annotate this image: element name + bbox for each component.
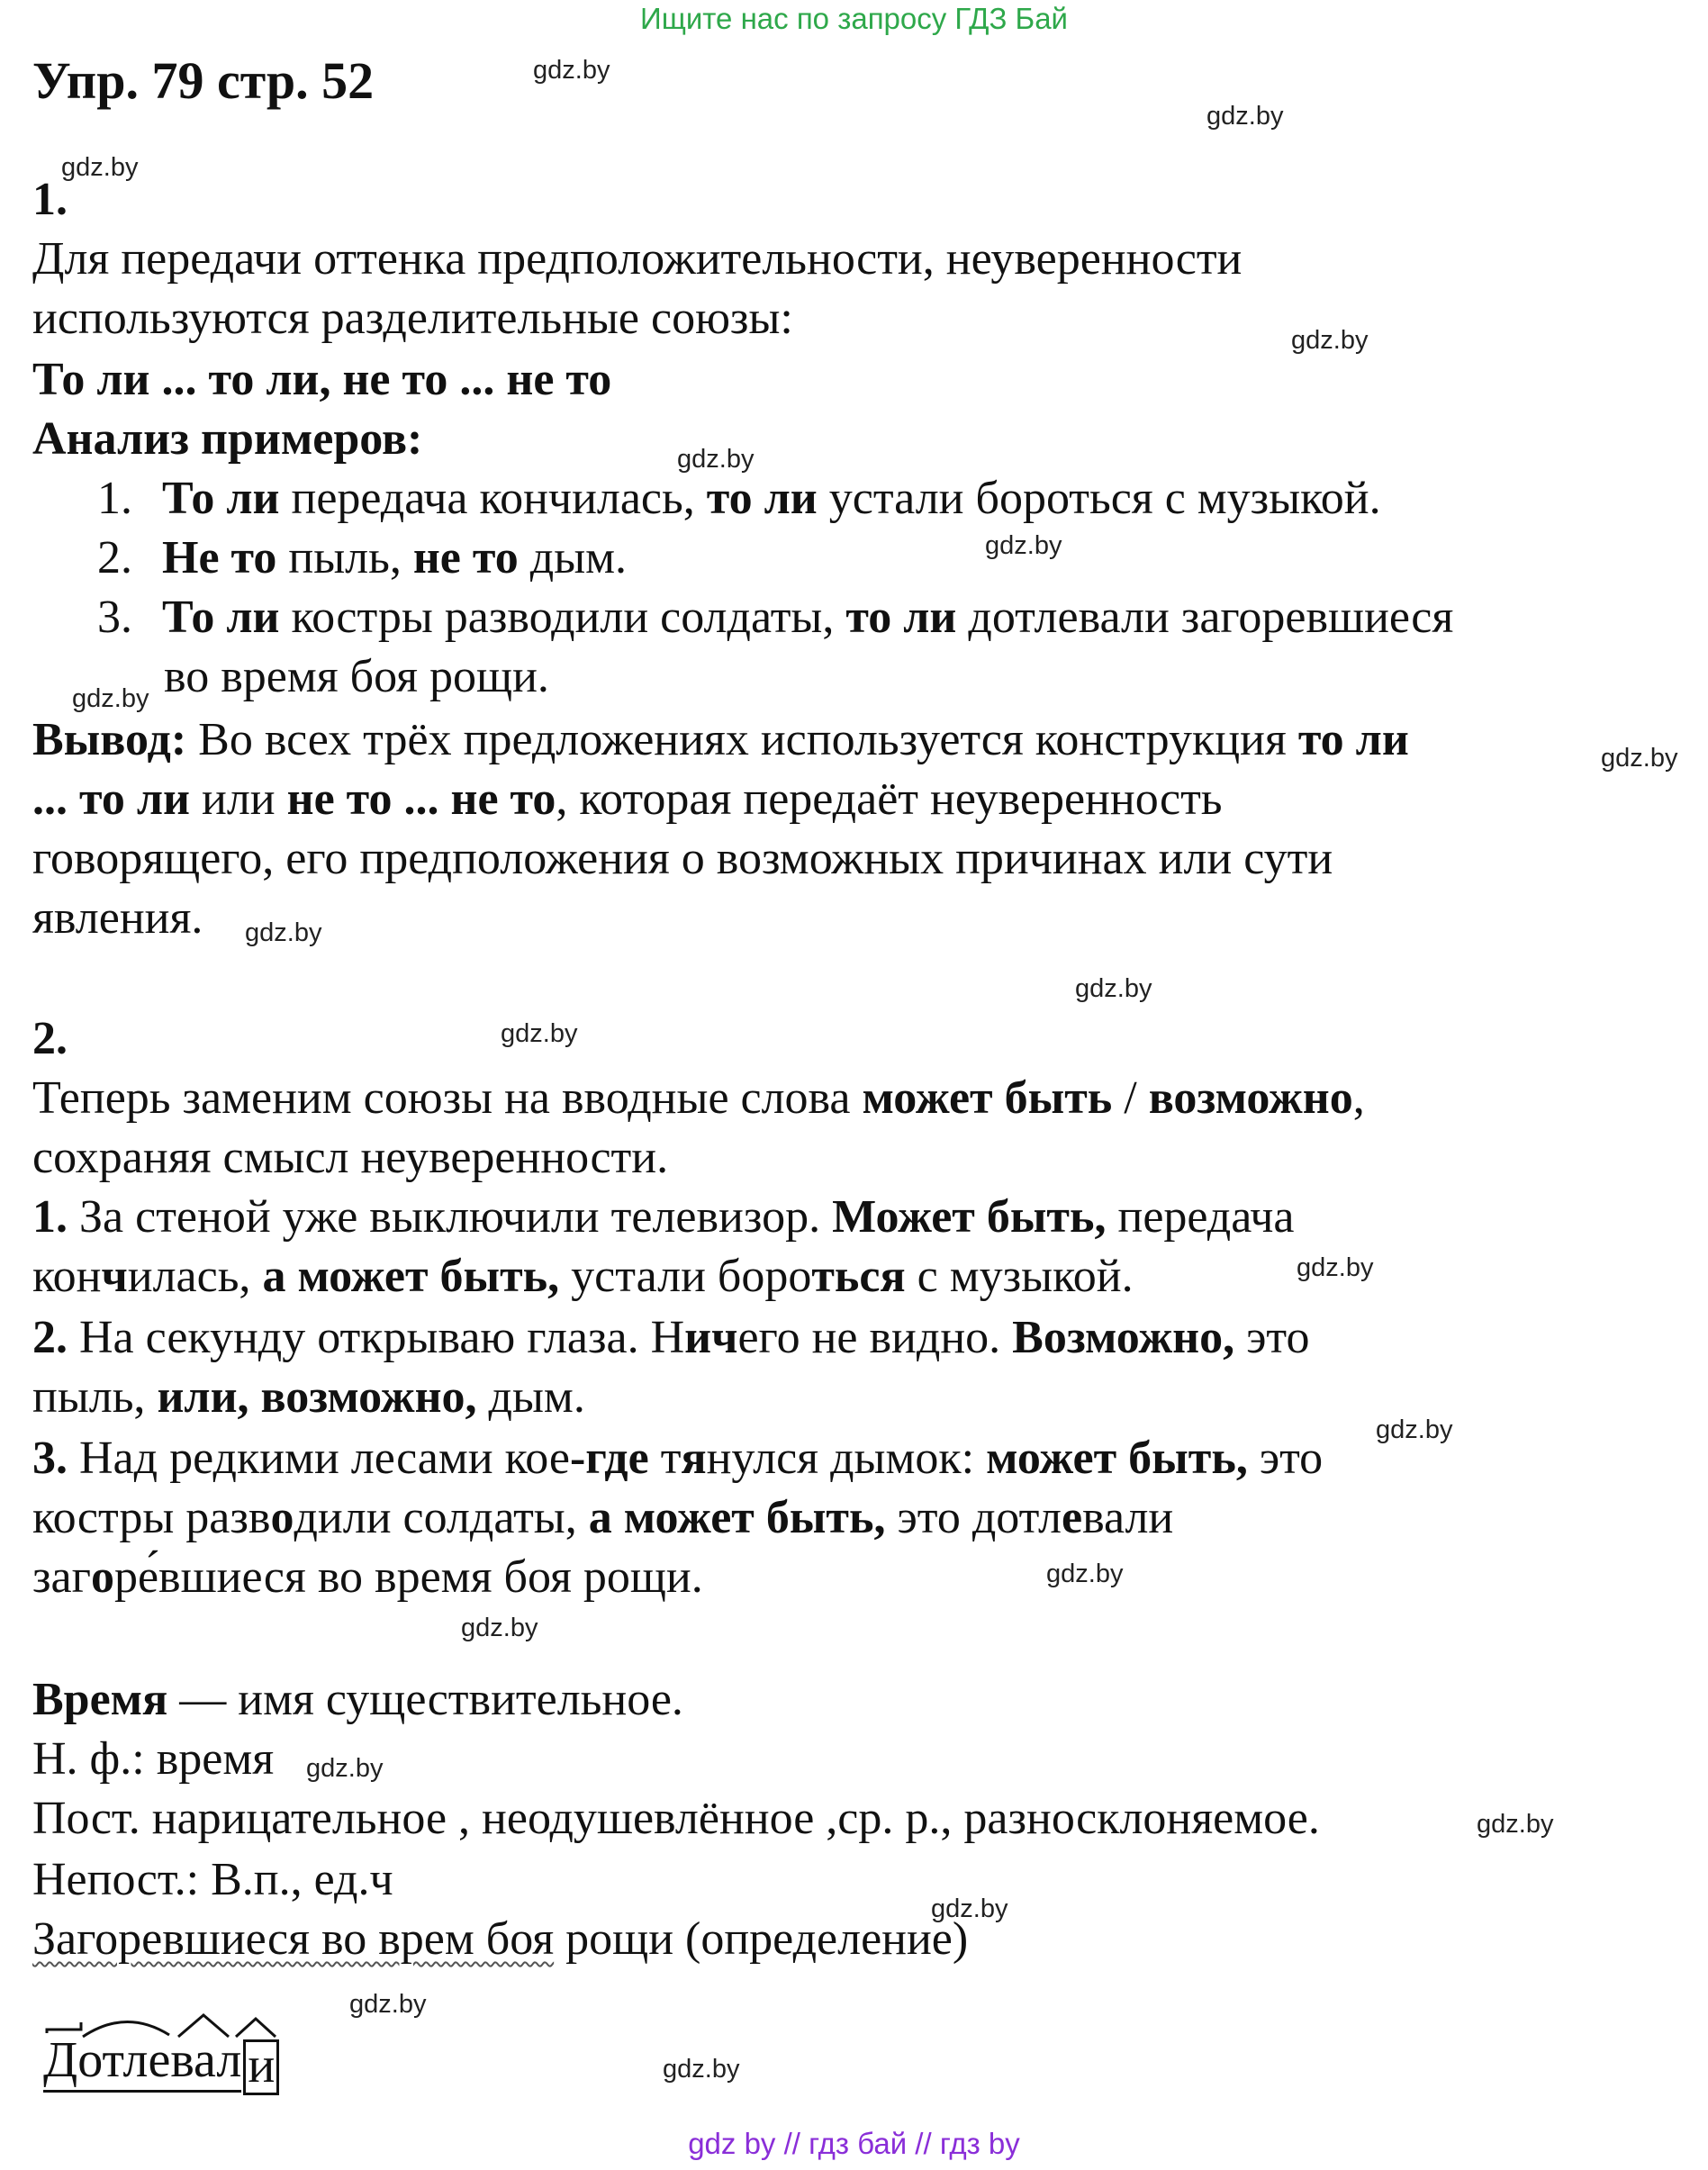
text-bold: е xyxy=(1061,1492,1083,1543)
text-segment: это xyxy=(1247,1433,1324,1484)
analysis-heading: Анализ примеров: xyxy=(32,413,423,465)
text-bold: 1. xyxy=(32,1191,68,1243)
intro-bold: возможно xyxy=(1148,1072,1353,1124)
parse-word-rest: — имя существительное. xyxy=(167,1674,683,1725)
parse-phrase xyxy=(32,1912,968,1966)
parse-heading xyxy=(32,1673,683,1726)
watermark: gdz.by xyxy=(461,1614,538,1642)
text-segment: костры разв xyxy=(32,1492,271,1543)
item1-line2 xyxy=(32,1250,1134,1303)
example-text: пыль, xyxy=(276,532,413,583)
text-segment: Над редкими лесами кое xyxy=(68,1433,570,1484)
item3-line3 xyxy=(32,1551,703,1604)
section1-intro-line2: используются разделительные союзы: xyxy=(32,293,793,344)
text-segment: За стеной уже выключили телевизор. xyxy=(68,1191,833,1243)
text-bold: или, возможно, xyxy=(157,1371,477,1423)
item1-line1 xyxy=(32,1190,1294,1243)
section1-number: 1. xyxy=(32,174,68,225)
example-text: дотлевали загоревшиеся xyxy=(956,592,1454,643)
phrase-underlined: Загоревшиеся во врем боя xyxy=(32,1913,555,1965)
parse-word: Время xyxy=(32,1674,168,1725)
section2-number: 2. xyxy=(32,1013,68,1064)
text-segment: кон xyxy=(32,1251,102,1302)
conclusion-text: или xyxy=(190,773,287,825)
example-1 xyxy=(97,472,1381,525)
footer-note: gdz by // гдз бай // гдз by xyxy=(688,2127,1020,2160)
text-segment: вали xyxy=(1082,1492,1174,1543)
watermark: gdz.by xyxy=(663,2055,740,2084)
item2-line2 xyxy=(32,1370,585,1424)
morpheme-parse xyxy=(43,2031,279,2095)
text-segment: это xyxy=(1234,1312,1310,1363)
example-text: передача кончилась, xyxy=(279,473,707,524)
example-text: костры разводили солдаты, xyxy=(279,592,846,643)
text-bold: ич xyxy=(684,1312,738,1363)
morpheme-stem: Дотлевал xyxy=(43,2032,241,2093)
intro-text: / xyxy=(1112,1072,1149,1124)
conclusion-text: , которая передаёт неуверенность xyxy=(556,773,1223,825)
parse-permanent: Пост. нарицательное , неодушевлённое ,ср. р., разносклоняемое. xyxy=(32,1793,1320,1844)
intro-bold: может быть xyxy=(862,1072,1113,1124)
example-3-continuation: во время боя рощи. xyxy=(164,651,549,702)
text-bold: может быть, xyxy=(986,1433,1248,1484)
text-segment: илась, xyxy=(127,1251,263,1302)
text-segment: устали боро xyxy=(559,1251,812,1302)
text-segment: с музыкой. xyxy=(905,1251,1134,1302)
item2-line1 xyxy=(32,1311,1309,1364)
watermark: gdz.by xyxy=(985,531,1062,560)
text-segment: На секунду открываю глаза. Н xyxy=(68,1312,685,1363)
example-text: устали бороться с музыкой. xyxy=(817,473,1381,524)
text-segment: нулся дымок: xyxy=(706,1433,987,1484)
morpheme-marks-icon xyxy=(43,2010,295,2046)
watermark: gdz.by xyxy=(501,1019,578,1048)
watermark: gdz.by xyxy=(61,153,139,182)
text-bold: о xyxy=(270,1492,294,1543)
morpheme-ending: и xyxy=(243,2039,279,2095)
example-3 xyxy=(97,591,1453,644)
conclusion-text: Во всех трёх предложениях используется конструкция xyxy=(186,714,1298,765)
conclusion-line4: явления. xyxy=(32,892,203,944)
watermark: gdz.by xyxy=(245,918,322,947)
watermark: gdz.by xyxy=(306,1754,384,1783)
item3-line1 xyxy=(32,1432,1323,1485)
text-segment: дили солдаты, xyxy=(294,1492,589,1543)
example-bold: не то xyxy=(412,532,519,583)
example-number: 1. xyxy=(97,473,132,524)
text-bold: Может быть, xyxy=(832,1191,1107,1243)
text-bold: -где xyxy=(569,1433,649,1484)
example-bold: То ли xyxy=(162,473,280,524)
section2-intro-line1 xyxy=(32,1071,1365,1125)
example-text: дым. xyxy=(518,532,628,583)
item3-line2 xyxy=(32,1491,1173,1544)
text-bold: я xyxy=(681,1433,707,1484)
watermark: gdz.by xyxy=(1075,974,1152,1003)
text-bold: о xyxy=(90,1551,114,1603)
section1-conjunctions: То ли ... то ли, не то ... не то xyxy=(32,354,612,405)
text-bold: а может быть, xyxy=(588,1492,886,1543)
text-bold: Возможно, xyxy=(1012,1312,1235,1363)
conclusion-bold: ... то ли xyxy=(32,773,190,825)
phrase-rest: рощи (определение) xyxy=(554,1913,969,1965)
watermark: gdz.by xyxy=(1206,102,1284,131)
page-title: Упр. 79 стр. 52 xyxy=(32,51,375,110)
watermark: gdz.by xyxy=(349,1990,427,2019)
conclusion-line1 xyxy=(32,713,1409,766)
conclusion-label: Вывод: xyxy=(32,714,187,765)
conclusion-line2 xyxy=(32,773,1223,826)
intro-text: , xyxy=(1352,1072,1365,1124)
text-segment: заг xyxy=(32,1551,91,1603)
section1-intro-line1: Для передачи оттенка предположительности, неуверенности xyxy=(32,233,1243,285)
text-segment: дым. xyxy=(476,1371,585,1423)
text-bold: ться xyxy=(811,1251,906,1302)
text-bold: а может быть, xyxy=(262,1251,560,1302)
watermark: gdz.by xyxy=(1376,1415,1453,1444)
text-segment: передача xyxy=(1106,1191,1295,1243)
section2-intro-line2: сохраняя смысл неуверенности. xyxy=(32,1132,669,1183)
watermark: gdz.by xyxy=(1046,1560,1124,1588)
text-segment: ре́вшиеся во время боя рощи. xyxy=(113,1551,703,1603)
parse-nonpermanent: Непост.: В.п., ед.ч xyxy=(32,1854,393,1905)
watermark: gdz.by xyxy=(533,56,610,85)
example-number: 3. xyxy=(97,592,132,643)
example-bold: то ли xyxy=(706,473,818,524)
example-bold: То ли xyxy=(162,592,280,643)
watermark: gdz.by xyxy=(1601,744,1678,773)
example-2 xyxy=(97,531,627,584)
conclusion-bold: не то ... не то xyxy=(286,773,556,825)
watermark: gdz.by xyxy=(72,684,149,713)
text-bold: 3. xyxy=(32,1433,68,1484)
watermark: gdz.by xyxy=(1297,1253,1374,1282)
conclusion-bold: то ли xyxy=(1297,714,1409,765)
intro-text: Теперь заменим союзы на вводные слова xyxy=(32,1072,863,1124)
watermark: gdz.by xyxy=(677,445,755,474)
text-segment: т xyxy=(648,1433,682,1484)
text-segment: его не видно. xyxy=(737,1312,1013,1363)
example-bold: то ли xyxy=(845,592,957,643)
watermark: gdz.by xyxy=(1477,1810,1554,1839)
conclusion-line3: говорящего, его предположения о возможных причинах или сути xyxy=(32,833,1333,884)
parse-initial-form: Н. ф.: время xyxy=(32,1733,275,1785)
text-segment: это дотл xyxy=(885,1492,1062,1543)
example-number: 2. xyxy=(97,532,132,583)
text-bold: ч xyxy=(101,1251,128,1302)
watermark: gdz.by xyxy=(1291,326,1369,355)
watermark: gdz.by xyxy=(931,1894,1008,1923)
text-segment: пыль, xyxy=(32,1371,158,1423)
text-bold: 2. xyxy=(32,1312,68,1363)
header-note: Ищите нас по запросу ГДЗ Бай xyxy=(640,2,1068,35)
example-bold: Не то xyxy=(162,532,277,583)
